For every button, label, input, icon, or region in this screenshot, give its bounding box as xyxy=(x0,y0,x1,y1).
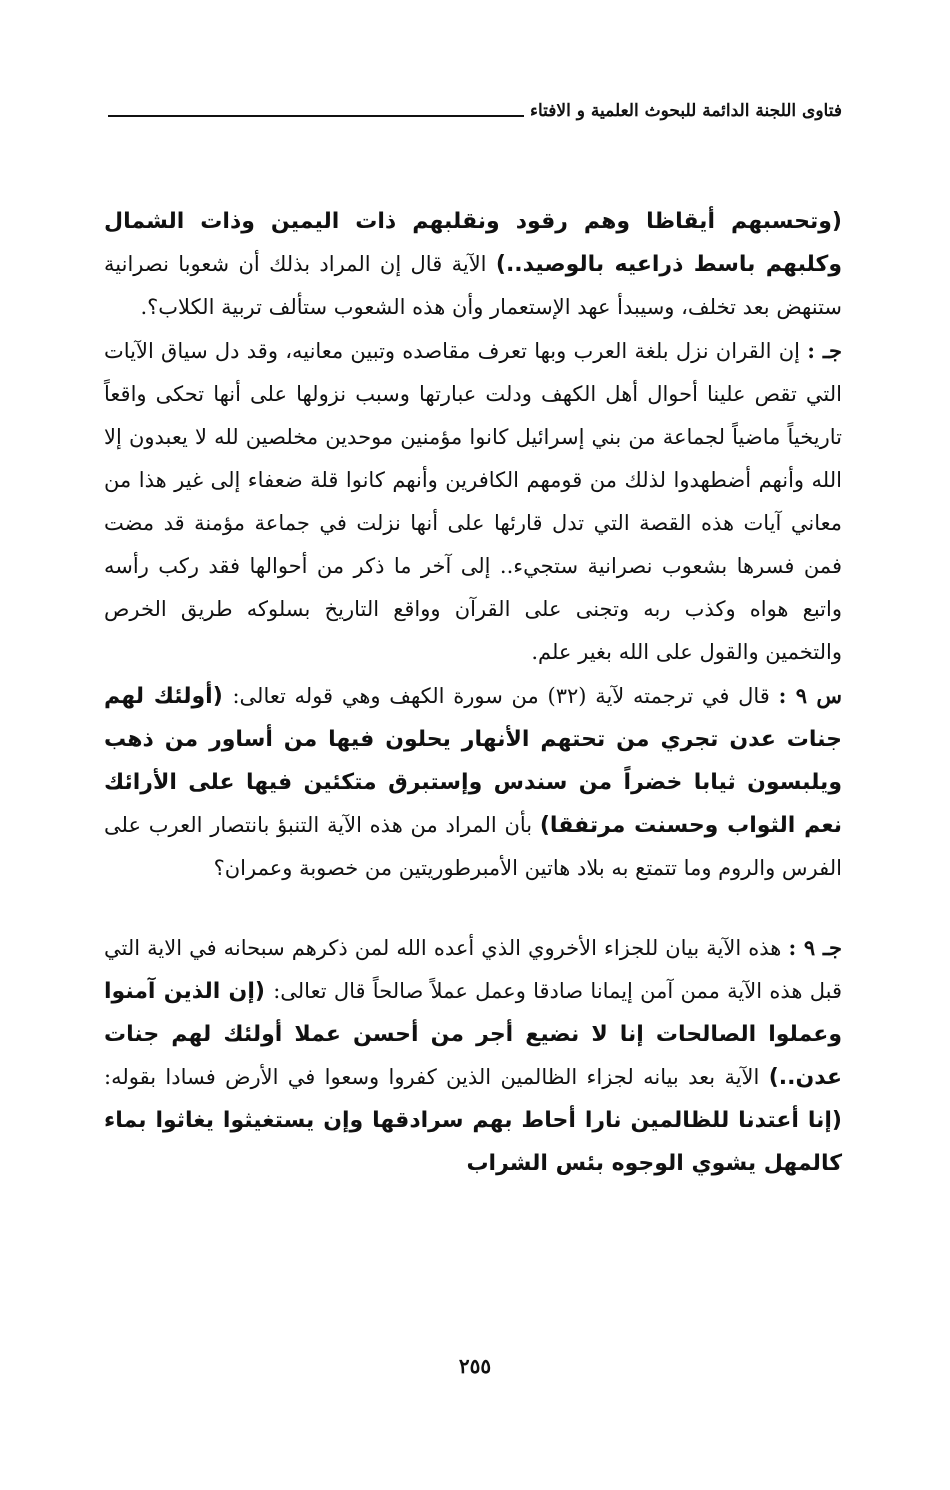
paragraph-2 xyxy=(104,329,842,674)
header-title: فتاوى اللجنة الدائمة للبحوث العلمية و الافتاء xyxy=(530,101,842,121)
quran-quote: (إن الذين آمنوا وعملوا الصالحات إنا لا نضيع أجر من أحسن عملا أولئك لهم جنات عدن..) xyxy=(104,979,842,1090)
quran-quote: (وتحسبهم أيقاظا وهم رقود ونقلبهم ذات اليمين وذات الشمال وكلبهم باسط ذراعيه بالوصيد..) xyxy=(104,209,842,277)
question-label: س ٩ : xyxy=(778,683,842,708)
paragraph-1 xyxy=(104,200,842,329)
answer-label: جـ : xyxy=(807,338,842,363)
answer-label: جـ ٩ : xyxy=(788,935,842,960)
paragraph-text: إن القران نزل بلغة العرب وبها تعرف مقاصده وتبين معانيه، وقد دل سياق الآيات التي تقص علينا أحوال أهل الكهف ودلت عبارتها وسبب نزولها على أنها تحكى واقعاً تاريخياً ماضياً لجماعة من بني إسرائيل كانوا مؤمنين موحدين مخلصين لله لا يعبدون إلا الله وأنهم أضطهدوا لذلك من قومهم الكافرين وأنهم كانوا قلة ضعفاء إلى غير هذا من معاني آيات هذه القصة التي تدل قارئها على أنها نزلت في جماعة مؤمنة قد مضت فمن فسرها بشعوب نصرانية ستجيء.. إلى آخر ما ذكر من أحوالها فقد ركب رأسه واتبع هواه وكذب ربه وتجنى على القرآن وواقع التاريخ بسلوكه طريق الخرص والتخمين والقول على الله بغير علم. xyxy=(104,339,842,664)
header-rule xyxy=(108,115,524,117)
paragraph-text: هذه الآية بيان للجزاء الأخروي الذي أعده الله لمن ذكرهم سبحانه في الاية التي قبل هذه الآية ممن آمن إيمانا صادقا وعمل عملاً صالحاً قال تعالى: xyxy=(104,936,842,1003)
paragraph-text: الآية قال إن المراد بذلك أن شعوبا نصرانية ستنهض بعد تخلف، وسيبدأ عهد الإستعمار وأن هذه الشعوب ستألف تربية الكلاب؟. xyxy=(104,252,842,319)
running-header xyxy=(108,88,842,120)
paragraph-4 xyxy=(104,926,842,1185)
page-number: ٢٥٥ xyxy=(458,1354,492,1378)
quran-quote: (إنا أعتدنا للظالمين نارا أحاط بهم سرادقها وإن يستغيثوا يغاثوا بماء كالمهل يشوي الوجوه بئس الشراب xyxy=(104,1108,842,1176)
page-body xyxy=(104,200,842,1185)
paragraph-text: بأن المراد من هذه الآية التنبؤ بانتصار العرب على الفرس والروم وما تتمتع به بلاد هاتين الأمبرطوريتين من خصوبة وعمران؟ xyxy=(104,813,842,880)
quran-quote: (أولئك لهم جنات عدن تجري من تحتهم الأنهار يحلون فيها من أساور من ذهب ويلبسون ثيابا خضراً من سندس وإستبرق متكئين فيها على الأرائك نعم الثواب وحسنت مرتفقا) xyxy=(104,684,842,838)
paragraph-text: الآية بعد بيانه لجزاء الظالمين الذين كفروا وسعوا في الأرض فسادا بقوله: xyxy=(104,1065,769,1089)
paragraph-3 xyxy=(104,674,842,890)
paragraph-text: قال في ترجمته لآية (٣٢) من سورة الكهف وهي قوله تعالى: xyxy=(232,684,779,708)
